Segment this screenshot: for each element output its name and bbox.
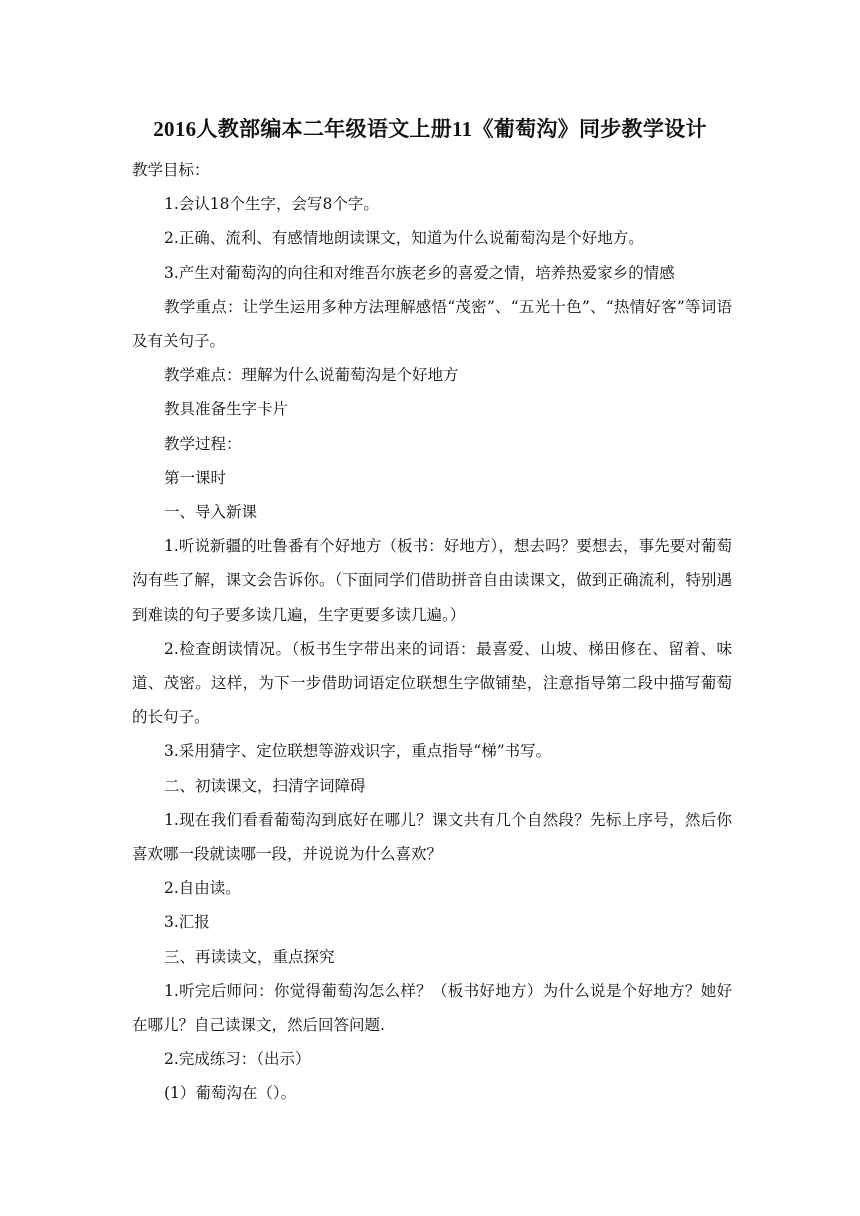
paragraph: 1.现在我们看看葡萄沟到底好在哪儿？课文共有几个自然段？先标上序号，然后你喜欢哪一段就读哪一段，并说说为什么喜欢？ bbox=[132, 810, 732, 864]
paragraph: 教学目标： bbox=[132, 161, 210, 179]
paragraph: 教学重点：让学生运用多种方法理解感悟“茂密”、“五光十色”、“热情好客”等词语及有关句子。 bbox=[132, 297, 732, 351]
paragraph: 2.检查朗读情况。（板书生字带出来的词语：最喜爱、山坡、梯田修在、留着、味道、茂密。这样，为下一步借助词语定位联想生字做铺垫，注意指导第二段中描写葡萄的长句子。 bbox=[132, 639, 732, 727]
paragraph: 2.自由读。 bbox=[164, 879, 241, 898]
paragraph: 教学过程： bbox=[164, 434, 242, 453]
paragraph: 3.产生对葡萄沟的向往和对维吾尔族老乡的喜爱之情，培养热爱家乡的情感 bbox=[164, 263, 675, 282]
paragraph: 2.正确、流利、有感情地朗读课文，知道为什么说葡萄沟是个好地方。 bbox=[164, 229, 644, 248]
paragraph: 1.听说新疆的吐鲁番有个好地方（板书：好地方），想去吗？要想去，事先要对葡萄沟有些了解，课文会告诉你。（下面同学们借助拼音自由读课文，做到正确流利，特别遇到难读的句子要多读几遍，生字更要多读几遍。） bbox=[132, 537, 732, 624]
paragraph: 3.汇报 bbox=[164, 913, 210, 932]
paragraph: 2.完成练习：（出示） bbox=[164, 1050, 311, 1069]
paragraph: 一、导入新课 bbox=[164, 503, 258, 522]
paragraph: 三、再读读文，重点探究 bbox=[164, 947, 335, 966]
paragraph: (1）葡萄沟在（）。 bbox=[164, 1084, 297, 1103]
paragraph: 3.采用猜字、定位联想等游戏识字，重点指导“梯”书写。 bbox=[164, 742, 552, 761]
paragraph: 第一课时 bbox=[164, 468, 227, 487]
document-title: 2016人教部编本二年级语文上册11《葡萄沟》同步教学设计 bbox=[153, 117, 707, 141]
paragraph: 1.会认18个生字，会写8个字。 bbox=[164, 195, 379, 214]
paragraph: 教具准备生字卡片 bbox=[164, 400, 289, 419]
paragraph: 教学难点：理解为什么说葡萄沟是个好地方 bbox=[164, 366, 459, 385]
document-body bbox=[132, 153, 732, 1111]
paragraph: 1.听完后师问：你觉得葡萄沟怎么样？（板书好地方）为什么说是个好地方？她好在哪儿？自己读课文，然后回答问题. bbox=[132, 981, 732, 1035]
paragraph: 二、初读课文，扫清字词障碍 bbox=[164, 776, 366, 795]
